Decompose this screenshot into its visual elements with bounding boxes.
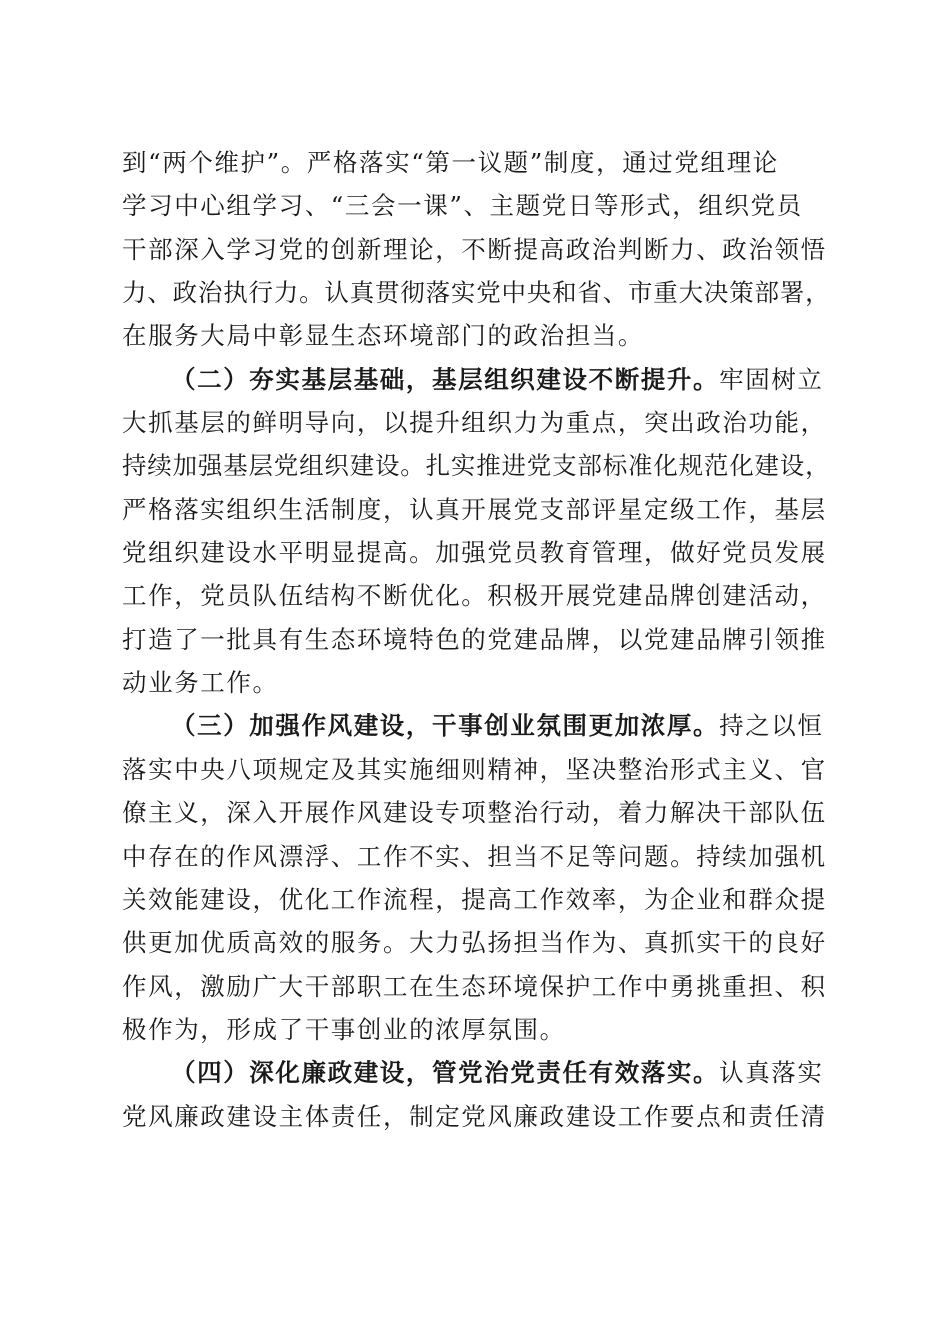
text-line: 极作为，形成了干事创业的浓厚氛围。 bbox=[122, 1014, 566, 1044]
text-line: 党组织建设水平明显提高。加强党员教育管理，做好党员发展 bbox=[122, 538, 827, 568]
section-heading: （四）深化廉政建设，管党治党责任有效落实。 bbox=[171, 1058, 720, 1088]
paragraph-3 bbox=[122, 704, 830, 1051]
section-heading: （三）加强作风建设，干事创业氛围更加浓厚。 bbox=[171, 711, 720, 741]
text-line: 工作，党员队伍结构不断优化。积极开展党建品牌创建活动， bbox=[122, 581, 827, 611]
paragraph-2 bbox=[122, 358, 830, 705]
text-line: 作风，激励广大干部职工在生态环境保护工作中勇挑重担、积 bbox=[122, 971, 827, 1001]
text-line: 干部深入学习党的创新理论，不断提高政治判断力、政治领悟 bbox=[122, 234, 827, 264]
paragraph-first-line bbox=[122, 704, 830, 747]
text-line: 学习中心组学习、“三会一课”、主题党日等形式，组织党员 bbox=[122, 191, 803, 221]
text-line: 落实中央八项规定及其实施细则精神，坚决整治形式主义、官 bbox=[122, 754, 827, 784]
text-line: 中存在的作风漂浮、工作不实、担当不足等问题。持续加强机 bbox=[122, 841, 827, 871]
paragraph-first-line bbox=[122, 1051, 830, 1094]
text-run: 持之以恒 bbox=[719, 711, 824, 741]
text-line: 供更加优质高效的服务。大力弘扬担当作为、真抓实干的良好 bbox=[122, 928, 827, 958]
text-run: 牢固树立 bbox=[719, 364, 824, 394]
paragraph-4 bbox=[122, 1051, 830, 1138]
text-line: 动业务工作。 bbox=[122, 668, 279, 698]
text-line: 打造了一批具有生态环境特色的党建品牌，以党建品牌引领推 bbox=[122, 624, 827, 654]
text-line: 僚主义，深入开展作风建设专项整治行动，着力解决干部队伍 bbox=[122, 798, 827, 828]
document-body bbox=[122, 141, 830, 1138]
text-line: 力、政治执行力。认真贯彻落实党中央和省、市重大决策部署， bbox=[122, 278, 831, 308]
text-run: 认真落实 bbox=[719, 1058, 824, 1088]
text-line: 持续加强基层党组织建设。扎实推进党支部标准化规范化建设， bbox=[122, 451, 831, 481]
text-line: 大抓基层的鲜明导向，以提升组织力为重点，突出政治功能， bbox=[122, 408, 827, 438]
text-line: 党风廉政建设主体责任，制定党风廉政建设工作要点和责任清 bbox=[122, 1101, 827, 1131]
section-heading: （二）夯实基层基础，基层组织建设不断提升。 bbox=[171, 364, 720, 394]
text-line: 严格落实组织生活制度，认真开展党支部评星定级工作，基层 bbox=[122, 494, 827, 524]
paragraph-1 bbox=[122, 141, 830, 358]
text-line: 在服务大局中彰显生态环境部门的政治担当。 bbox=[122, 321, 644, 351]
paragraph-first-line bbox=[122, 358, 830, 401]
text-line: 关效能建设，优化工作流程，提高工作效率，为企业和群众提 bbox=[122, 884, 827, 914]
text-line: 到“两个维护”。严格落实“第一议题”制度，通过党组理论 bbox=[122, 148, 779, 177]
